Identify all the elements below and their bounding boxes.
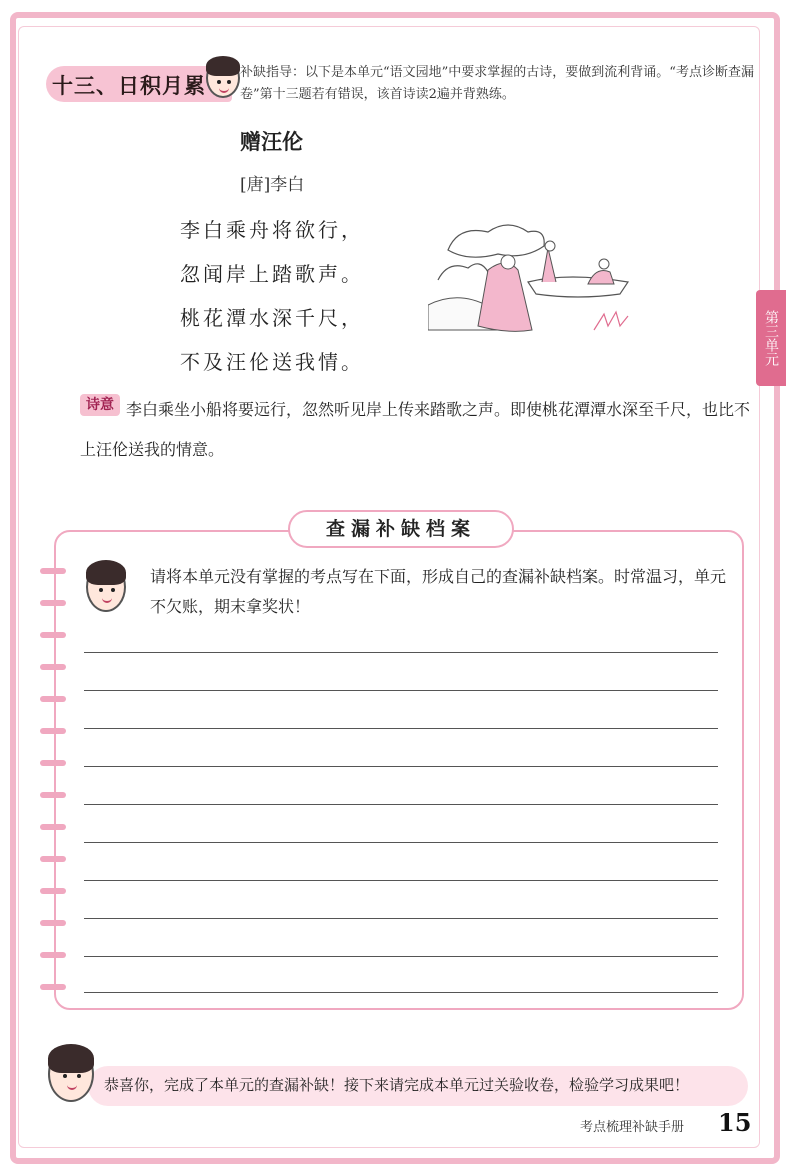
footer-message: 恭喜你，完成了本单元的查漏补缺！接下来请完成本单元过关验收卷，检验学习成果吧！	[104, 1076, 690, 1094]
writing-line[interactable]	[84, 956, 718, 957]
poem-line: 桃花潭水深千尺，	[180, 306, 364, 330]
writing-line[interactable]	[84, 880, 718, 881]
writing-line[interactable]	[84, 652, 718, 653]
writing-line[interactable]	[84, 728, 718, 729]
archive-instruction: 请将本单元没有掌握的考点写在下面，形成自己的查漏补缺档案。时常温习，单元不欠账，期末拿奖状！	[150, 567, 727, 616]
notebook-ring-icon	[40, 792, 66, 798]
guide-text: 补缺指导：以下是本单元“语文园地”中要求掌握的古诗，要做到流利背诵。“考点诊断查漏卷”第十三题若有错误，该首诗读2遍并背熟练。	[240, 65, 754, 102]
writing-line[interactable]	[84, 690, 718, 691]
notebook-ring-icon	[40, 856, 66, 862]
poem-line: 李白乘舟将欲行，	[180, 218, 364, 242]
poem-line: 不及汪伦送我情。	[180, 350, 364, 374]
notebook-ring-icon	[40, 664, 66, 670]
notebook-ring-icon	[40, 984, 66, 990]
writing-line[interactable]	[84, 992, 718, 993]
poem-line: 忽闻岸上踏歌声。	[180, 262, 364, 286]
notebook-ring-icon	[40, 632, 66, 638]
notebook-ring-icon	[40, 888, 66, 894]
page-number: 15	[718, 1108, 752, 1137]
notebook-ring-icon	[40, 568, 66, 574]
archive-header: 查漏补缺档案	[288, 510, 514, 548]
notebook-ring-icon	[40, 920, 66, 926]
girl-avatar-icon	[206, 58, 240, 98]
notebook-ring-icon	[40, 600, 66, 606]
poem-title: 赠汪伦	[240, 130, 303, 154]
poem-meaning-label: 诗意	[80, 394, 120, 416]
manual-name: 考点梳理补缺手册	[580, 1120, 685, 1135]
poem-illustration	[428, 210, 638, 360]
notebook-ring-icon	[40, 728, 66, 734]
notebook-ring-icon	[40, 824, 66, 830]
girl-avatar-icon	[48, 1046, 94, 1102]
poem-author: [唐]李白	[240, 175, 305, 195]
writing-line[interactable]	[84, 766, 718, 767]
notebook-ring-icon	[40, 952, 66, 958]
notebook-ring-icon	[40, 696, 66, 702]
section-title: 十三、日积月累	[52, 74, 206, 98]
boy-avatar-icon	[86, 562, 126, 612]
notebook-ring-icon	[40, 760, 66, 766]
writing-line[interactable]	[84, 918, 718, 919]
writing-line[interactable]	[84, 804, 718, 805]
writing-line[interactable]	[84, 842, 718, 843]
unit-side-tab: 第三单元	[756, 290, 786, 386]
poem-meaning-text: 李白乘坐小船将要远行，忽然听见岸上传来踏歌之声。即使桃花潭潭水深至千尺，也比不上汪伦送我的情意。	[80, 400, 751, 459]
